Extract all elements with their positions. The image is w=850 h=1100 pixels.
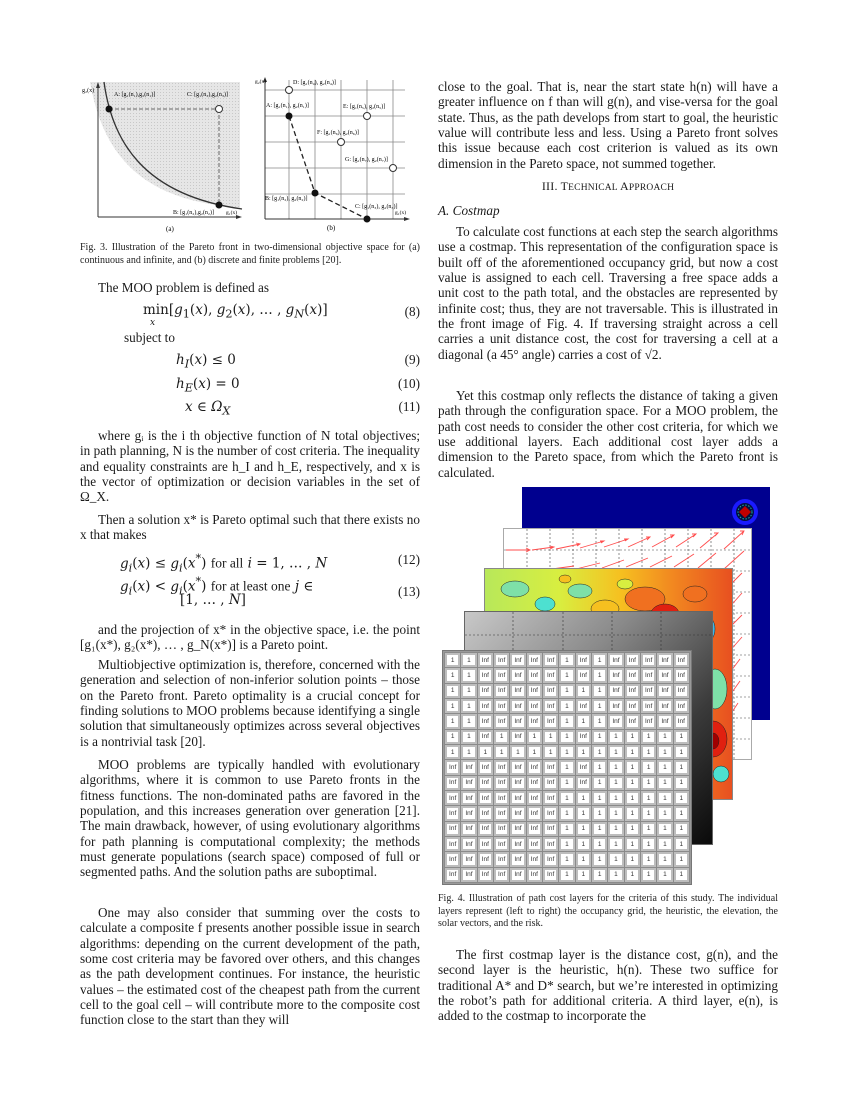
fig3-panel-a [82, 80, 244, 235]
grid-cell: Inf [478, 653, 493, 667]
grid-cell: Inf [494, 714, 509, 728]
grid-cell: 1 [608, 837, 623, 851]
grid-cell: 1 [608, 806, 623, 820]
grid-cell: Inf [527, 822, 542, 836]
grid-cell: 1 [657, 837, 672, 851]
grid-cell: Inf [527, 776, 542, 790]
grid-cell: 1 [576, 791, 591, 805]
grid-cell: Inf [445, 822, 460, 836]
fig3-panel-b [255, 76, 420, 234]
grid-cell: Inf [510, 837, 525, 851]
grid-cell: Inf [608, 699, 623, 713]
grid-cell: 1 [559, 791, 574, 805]
grid-cell: Inf [641, 684, 656, 698]
grid-cell: Inf [608, 684, 623, 698]
grid-cell: 1 [674, 730, 689, 744]
grid-cell: Inf [494, 760, 509, 774]
paragraph-pareto-optimal: Then a solution x* is Pareto optimal such that there exists no x that makes [80, 512, 420, 543]
grid-cell: 1 [657, 776, 672, 790]
svg-text:A: [g₁(n₁), g₂(n₁)]: A: [g₁(n₁), g₂(n₁)] [266, 103, 309, 109]
grid-cell: Inf [625, 668, 640, 682]
grid-cell: Inf [674, 653, 689, 667]
svg-text:g₁(x): g₁(x) [395, 210, 407, 216]
grid-cell: 1 [641, 730, 656, 744]
svg-text:D: [g₁(n₄), g₂(n₄)]: D: [g₁(n₄), g₂(n₄)] [293, 80, 336, 86]
grid-cell: 1 [461, 730, 476, 744]
grid-cell: Inf [625, 699, 640, 713]
grid-cell: Inf [510, 776, 525, 790]
grid-cell: 1 [461, 714, 476, 728]
svg-text:g₂(x): g₂(x) [255, 79, 267, 85]
grid-cell: Inf [478, 668, 493, 682]
grid-cell: Inf [527, 684, 542, 698]
grid-cell: Inf [543, 806, 558, 820]
grid-cell: 1 [559, 822, 574, 836]
grid-cell: 1 [608, 822, 623, 836]
grid-cell: Inf [494, 653, 509, 667]
grid-cell: 1 [576, 806, 591, 820]
grid-cell: Inf [494, 668, 509, 682]
paragraph-summing-costs: One may also consider that summing over the costs to calculate a composite f presents another possible issue in search algorithms: depending on the current development of the path, some cost criteria may be favored over others, and this changes as the path development continues. For instance, the heuristic values – the estimated cost of the cheapest path from the current cell to the goal cell – will contribute more to the composite cost function close to the start than they will [80, 905, 420, 1028]
grid-cell: Inf [461, 806, 476, 820]
grid-cell: 1 [641, 791, 656, 805]
grid-cell: Inf [527, 806, 542, 820]
svg-text:G: [g₁(n₇), g₂(n₇)]: G: [g₁(n₇), g₂(n₇)] [345, 157, 388, 163]
grid-cell: Inf [478, 822, 493, 836]
grid-cell: Inf [478, 806, 493, 820]
grid-cell: 1 [608, 745, 623, 759]
grid-cell: Inf [674, 668, 689, 682]
grid-cell: 1 [576, 868, 591, 882]
grid-cell: 1 [494, 730, 509, 744]
grid-cell: 1 [625, 822, 640, 836]
grid-cell: Inf [641, 699, 656, 713]
grid-cell: 1 [559, 653, 574, 667]
grid-cell: 1 [461, 699, 476, 713]
grid-cell: 1 [625, 852, 640, 866]
svg-text:(b): (b) [327, 224, 336, 232]
grid-cell: Inf [674, 684, 689, 698]
grid-cell: Inf [445, 852, 460, 866]
grid-cell: Inf [478, 776, 493, 790]
grid-cell: Inf [494, 837, 509, 851]
grid-cell: 1 [543, 745, 558, 759]
paragraph-where: where gᵢ is the i th objective function of N total objectives; in path planning, N is the number of cost criteria. The inequality and equality constraints are h_I and h_E, respectively, and x is the vector of optimization or decision variables in the set of Ω_X. [80, 428, 420, 505]
subject-to: subject to [124, 330, 175, 345]
grid-cell: 1 [625, 868, 640, 882]
grid-cell: 1 [592, 745, 607, 759]
grid-cell: 1 [592, 791, 607, 805]
grid-cell: Inf [461, 776, 476, 790]
grid-cell: Inf [625, 684, 640, 698]
grid-cell: Inf [641, 668, 656, 682]
grid-cell: 1 [625, 791, 640, 805]
grid-cell: 1 [625, 776, 640, 790]
grid-cell: Inf [641, 714, 656, 728]
svg-text:B: [g₁(n₂),g₂(n₂)]: B: [g₁(n₂),g₂(n₂)] [173, 210, 215, 216]
grid-cell: 1 [576, 837, 591, 851]
grid-cell: Inf [445, 776, 460, 790]
grid-cell: 1 [592, 653, 607, 667]
grid-cell: Inf [527, 699, 542, 713]
paragraph-moo-definition: The MOO problem is defined as [98, 280, 270, 295]
grid-cell: 1 [559, 699, 574, 713]
grid-cell: 1 [592, 684, 607, 698]
grid-cell: 1 [445, 653, 460, 667]
grid-cell: 1 [592, 730, 607, 744]
grid-cell: 1 [559, 868, 574, 882]
grid-cell: Inf [494, 776, 509, 790]
grid-cell: 1 [641, 837, 656, 851]
grid-cell: Inf [510, 822, 525, 836]
grid-cell: Inf [608, 668, 623, 682]
grid-cell: 1 [559, 806, 574, 820]
grid-cell: Inf [641, 653, 656, 667]
grid-cell: 1 [625, 760, 640, 774]
grid-cell: Inf [625, 653, 640, 667]
grid-cell: 1 [674, 852, 689, 866]
grid-cell: Inf [657, 714, 672, 728]
grid-cell: 1 [641, 760, 656, 774]
grid-cell: 1 [657, 822, 672, 836]
grid-cell: Inf [445, 791, 460, 805]
equation-8: $\min[g_1(x)$, $g_2(x)$, … , $g_N(x)$] x (8) [143, 302, 420, 328]
grid-cell: 1 [527, 745, 542, 759]
grid-cell: Inf [510, 868, 525, 882]
grid-cell: 1 [657, 760, 672, 774]
grid-cell: 1 [576, 714, 591, 728]
grid-cell: 1 [592, 806, 607, 820]
grid-cell: 1 [461, 684, 476, 698]
grid-cell: 1 [592, 822, 607, 836]
grid-cell: 1 [625, 745, 640, 759]
grid-cell: 1 [608, 760, 623, 774]
grid-cell: Inf [543, 822, 558, 836]
grid-cell: Inf [510, 791, 525, 805]
subsection-costmap: A. Costmap [438, 203, 500, 218]
grid-cell: 1 [559, 730, 574, 744]
grid-cell: Inf [543, 699, 558, 713]
grid-cell: 1 [608, 868, 623, 882]
fig4-caption: Fig. 4. Illustration of path cost layers for the criteria of this study. The individual layers represent (left to right) the occupancy grid, the heuristic, the elevation, the solar vectors, and the risk. [438, 893, 778, 929]
grid-cell: 1 [445, 699, 460, 713]
grid-cell: 1 [576, 852, 591, 866]
grid-cell: Inf [478, 730, 493, 744]
grid-cell: 1 [527, 730, 542, 744]
grid-cell: Inf [510, 852, 525, 866]
grid-cell: Inf [657, 668, 672, 682]
grid-cell: Inf [576, 653, 591, 667]
grid-cell: Inf [478, 699, 493, 713]
grid-cell: Inf [543, 868, 558, 882]
grid-cell: 1 [641, 745, 656, 759]
grid-cell: Inf [445, 806, 460, 820]
equation-9: $h_I(x) \le 0$ (9) [176, 352, 420, 371]
grid-cell: 1 [608, 791, 623, 805]
grid-cell: Inf [527, 837, 542, 851]
fig3-caption: Fig. 3. Illustration of the Pareto front in two-dimensional objective space for (a) continuous and infinite, and (b) discrete and finite problems [20]. [80, 242, 420, 266]
equation-13: $g_i(x) < g_i(x^*)$ for at least one j ∈ [1, … , N] (13) [120, 575, 420, 608]
grid-cell: 1 [674, 745, 689, 759]
grid-cell: Inf [576, 730, 591, 744]
grid-cell: Inf [543, 837, 558, 851]
grid-cell: Inf [478, 837, 493, 851]
grid-cell: 1 [674, 791, 689, 805]
svg-text:B: [g₁(n₂), g₂(n₂)]: B: [g₁(n₂), g₂(n₂)] [265, 196, 308, 202]
grid-cell: Inf [657, 684, 672, 698]
grid-cell: Inf [510, 684, 525, 698]
grid-cell: Inf [543, 668, 558, 682]
grid-cell: 1 [657, 806, 672, 820]
grid-cell: Inf [576, 776, 591, 790]
grid-cell: 1 [625, 730, 640, 744]
grid-cell: 1 [657, 730, 672, 744]
grid-cell: Inf [543, 684, 558, 698]
grid-cell: Inf [461, 852, 476, 866]
svg-text:g₁(x): g₁(x) [226, 210, 238, 216]
grid-cell: Inf [510, 714, 525, 728]
occupancy-grid-layer [442, 650, 692, 885]
svg-text:C: [g₁(n₃),g₂(n₃)]: C: [g₁(n₃),g₂(n₃)] [187, 92, 229, 98]
grid-cell: Inf [527, 760, 542, 774]
grid-cell: 1 [592, 760, 607, 774]
grid-cell: 1 [559, 837, 574, 851]
grid-cell: 1 [592, 699, 607, 713]
grid-cell: Inf [543, 714, 558, 728]
grid-cell: Inf [478, 714, 493, 728]
grid-cell: Inf [494, 822, 509, 836]
grid-cell: 1 [592, 852, 607, 866]
grid-cell: 1 [641, 822, 656, 836]
equation-12: $g_i(x) \le g_i(x^*)$ for all i = 1, … , N (12) [120, 552, 420, 575]
grid-cell: Inf [527, 653, 542, 667]
grid-cell: Inf [576, 668, 591, 682]
grid-cell: 1 [461, 745, 476, 759]
grid-cell: Inf [608, 653, 623, 667]
equation-10: $h_E(x) = 0$ (10) [176, 376, 420, 395]
grid-cell: Inf [478, 852, 493, 866]
grid-cell: 1 [445, 745, 460, 759]
grid-cell: 1 [641, 868, 656, 882]
grid-cell: Inf [494, 684, 509, 698]
grid-cell: Inf [527, 714, 542, 728]
grid-cell: Inf [510, 730, 525, 744]
grid-cell: Inf [461, 791, 476, 805]
grid-cell: 1 [445, 730, 460, 744]
grid-cell: 1 [559, 760, 574, 774]
paragraph-first-layer: The first costmap layer is the distance cost, g(n), and the second layer is the heuristic, h(n). These two suffice for traditional A* and D* search, but we’re interested in optimizing the robot’s path for additional criteria. A third layer, e(n), is added to the costmap to incorporate the [438, 947, 778, 1024]
grid-cell: 1 [657, 868, 672, 882]
grid-cell: 1 [608, 776, 623, 790]
paragraph-layers: Yet this costmap only reflects the distance of taking a given path through the configuration space. For a MOO problem, the path cost needs to consider the other cost criteria, for which we use additional layers. Each additional cost layer adds a dimension to the Pareto space, from which the Pareto front is calculated. [438, 388, 778, 480]
grid-cell: Inf [657, 699, 672, 713]
equation-11: x ∈ $\Omega_X$ (11) [185, 399, 420, 418]
grid-cell: Inf [674, 699, 689, 713]
grid-cell: Inf [608, 714, 623, 728]
grid-cell: 1 [625, 837, 640, 851]
grid-cell: 1 [674, 837, 689, 851]
grid-cell: 1 [576, 822, 591, 836]
grid-cell: Inf [576, 699, 591, 713]
grid-cell: Inf [510, 653, 525, 667]
grid-cell: Inf [478, 868, 493, 882]
grid-cell: 1 [592, 714, 607, 728]
svg-text:C: [g₁(n₃), g₂(n₃)]: C: [g₁(n₃), g₂(n₃)] [355, 204, 398, 210]
grid-cell: Inf [543, 791, 558, 805]
grid-cell: Inf [461, 822, 476, 836]
grid-cell: 1 [592, 668, 607, 682]
svg-text:(a): (a) [166, 225, 174, 233]
grid-cell: 1 [674, 776, 689, 790]
grid-cell: Inf [543, 653, 558, 667]
grid-cell: 1 [592, 837, 607, 851]
paragraph-goal-continued: close to the goal. That is, near the start state h(n) will have a greater influence on f than will g(n), and vise-versa for the goal state. Thus, as the path develops from start to goal, the heuristic value will contribute less and less. Using a Pareto front solves this issue because each cost criterion is valued as its own dimension in the Pareto space, not summed together. [438, 79, 778, 171]
grid-cell: Inf [494, 699, 509, 713]
section-heading-technical-approach: III. TECHNICAL APPROACH [541, 179, 675, 193]
grid-cell: Inf [445, 760, 460, 774]
paragraph-multiobjective: Multiobjective optimization is, therefore, concerned with the generation and selection of non-inferior solution points – those on the Pareto front. Pareto optimality is a crucial concept for finding solutions to MOO problems because identifying a single solution that simultaneously optimizes across several objectives is a nontrivial task [20]. [80, 657, 420, 749]
grid-cell: 1 [543, 730, 558, 744]
grid-cell: Inf [478, 684, 493, 698]
grid-cell: 1 [559, 714, 574, 728]
grid-cell: Inf [576, 760, 591, 774]
svg-text:F: [g₁(n₆), g₂(n₆)]: F: [g₁(n₆), g₂(n₆)] [317, 130, 359, 136]
grid-cell: 1 [608, 852, 623, 866]
grid-cell: Inf [510, 760, 525, 774]
grid-cell: 1 [674, 868, 689, 882]
grid-cell: Inf [494, 868, 509, 882]
paragraph-projection: and the projection of x* in the objective space, i.e. the point [g₁(x*), g₂(x*), … , g_N(x*)] is a Pareto point. [80, 622, 420, 653]
grid-cell: 1 [674, 822, 689, 836]
paragraph-costmap: To calculate cost functions at each step the search algorithms use a costmap. This representation of the configuration space is built off of the aforementioned occupancy grid, but now a cost value is assigned to each cell. Traversing a free space adds a unit cost to the path total, and the obstacles are represented by infinite cost; thus, they are not traversable. This is illustrated in the front image of Fig. 4. If traversing straight across a cell carries a unit distance cost, the cost for traversing a cell at a diagonal (a 45° angle) carries a cost of √2. [438, 224, 778, 362]
grid-cell: 1 [559, 745, 574, 759]
grid-cell: 1 [641, 806, 656, 820]
grid-cell: 1 [641, 776, 656, 790]
grid-cell: 1 [461, 653, 476, 667]
grid-cell: 1 [445, 668, 460, 682]
grid-cell: Inf [494, 806, 509, 820]
grid-cell: Inf [494, 791, 509, 805]
grid-cell: 1 [625, 806, 640, 820]
grid-cell: Inf [543, 760, 558, 774]
grid-cell: 1 [657, 745, 672, 759]
grid-cell: Inf [461, 837, 476, 851]
grid-cell: 1 [674, 760, 689, 774]
grid-cell: 1 [608, 730, 623, 744]
grid-cell: Inf [674, 714, 689, 728]
grid-cell: Inf [527, 668, 542, 682]
grid-cell: Inf [494, 852, 509, 866]
grid-cell: 1 [494, 745, 509, 759]
grid-cell: 1 [592, 776, 607, 790]
grid-cell: Inf [510, 699, 525, 713]
grid-cell: Inf [625, 714, 640, 728]
svg-text:A: [g₁(n₁),g₂(n₁)]: A: [g₁(n₁),g₂(n₁)] [114, 92, 156, 98]
grid-cell: 1 [461, 668, 476, 682]
grid-cell: Inf [510, 668, 525, 682]
svg-text:g₂(x): g₂(x) [82, 88, 95, 94]
grid-cell: Inf [478, 791, 493, 805]
grid-cell: Inf [461, 760, 476, 774]
grid-cell: Inf [445, 868, 460, 882]
grid-cell: Inf [527, 791, 542, 805]
paragraph-evolutionary: MOO problems are typically handled with evolutionary algorithms, where it is common to use Pareto fronts in the fitness functions. The non-dominated paths are favored in the population, and this increases generation over generation [21]. The main drawback, however, of using evolutionary algorithms for path planning is computational complexity; the methods must generate populations (search space) composed of full or segmented paths. And the solution paths are suboptimal. [80, 757, 420, 880]
grid-cell: Inf [657, 653, 672, 667]
grid-cell: 1 [445, 684, 460, 698]
grid-cell: Inf [445, 837, 460, 851]
grid-cell: 1 [478, 745, 493, 759]
grid-cell: 1 [559, 776, 574, 790]
grid-cell: Inf [510, 806, 525, 820]
grid-cell: 1 [445, 714, 460, 728]
grid-cell: 1 [510, 745, 525, 759]
svg-text:E: [g₁(n₅), g₂(n₅)]: E: [g₁(n₅), g₂(n₅)] [343, 104, 386, 110]
grid-cell: Inf [478, 760, 493, 774]
grid-cell: 1 [559, 852, 574, 866]
grid-cell: 1 [592, 868, 607, 882]
grid-cell: Inf [461, 868, 476, 882]
grid-cell: 1 [559, 668, 574, 682]
grid-cell: 1 [674, 806, 689, 820]
grid-cell: 1 [576, 684, 591, 698]
grid-cell: Inf [527, 868, 542, 882]
grid-cell: 1 [657, 852, 672, 866]
grid-cell: 1 [576, 745, 591, 759]
grid-cell: Inf [543, 776, 558, 790]
grid-cell: Inf [543, 852, 558, 866]
grid-cell: 1 [559, 684, 574, 698]
grid-cell: Inf [527, 852, 542, 866]
grid-cell: 1 [641, 852, 656, 866]
grid-cell: 1 [657, 791, 672, 805]
